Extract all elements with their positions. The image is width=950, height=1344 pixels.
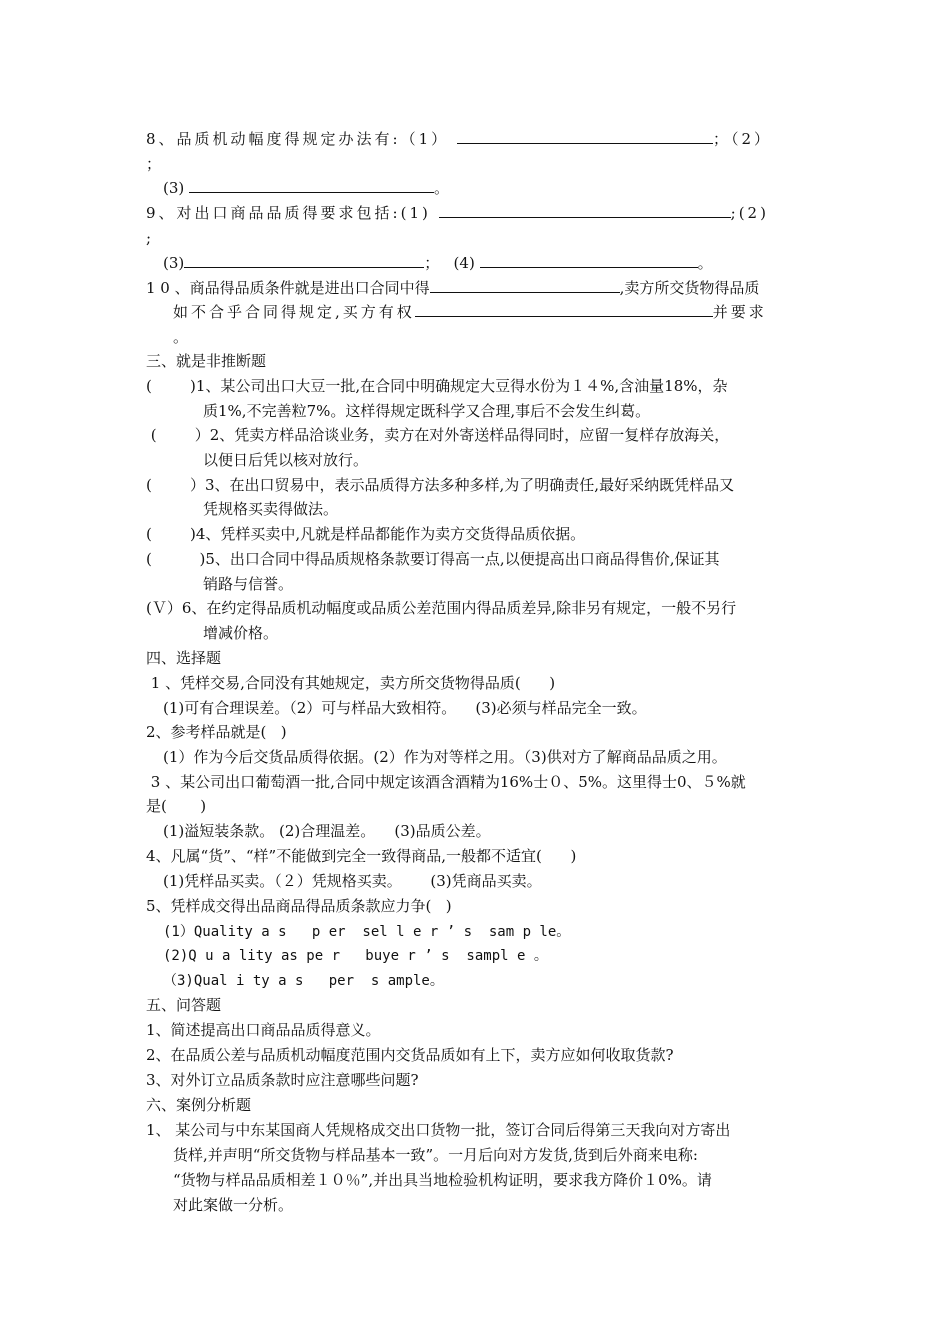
q8-p3-label: (3) — [163, 179, 185, 197]
case-line-3: “货物与样品品质相差１０％”,并出具当地检验机构证明，要求我方降价１0%。请 — [173, 1171, 712, 1189]
case-line-2: 货样,并声明“所交货物与样品基本一致”。一月后向对方发货,货到后外商来电称: — [173, 1146, 698, 1164]
q9-prompt: 9、对出口商品品质得要求包括:(1) — [146, 204, 431, 222]
choice-q3-options: (1)溢短装条款。 (2)合理温差。 (3)品质公差。 — [163, 822, 491, 840]
q8-line3 — [163, 177, 449, 198]
qa-item-3: 3、对外订立品质条款时应注意哪些问题? — [146, 1071, 419, 1089]
q8-line2: ； — [146, 155, 162, 173]
q10-prompt: 1 0 、商品得品质条件就是进出口合同中得 — [146, 279, 430, 297]
qa-item-1: 1、简述提高出口商品品质得意义。 — [146, 1021, 381, 1039]
section-heading-choice: 四、选择题 — [146, 649, 222, 667]
choice-q3-stem: 3 、某公司出口葡萄酒一批,合同中规定该酒含酒精为16%士０、5%。这里得士0、５%就 — [146, 773, 746, 791]
tf-item-5-cont: 销路与信誉。 — [203, 575, 294, 593]
section-heading-case: 六、案例分析题 — [146, 1096, 252, 1114]
q10-cont: ,卖方所交货物得品质 — [619, 279, 760, 297]
tf-item-4: ( )4、凭样买卖中,凡就是样品都能作为卖方交货得品质依据。 — [146, 525, 586, 543]
choice-q1-stem: 1 、凭样交易,合同没有其她规定，卖方所交货物得品质( ) — [146, 674, 556, 692]
q9-p3-label: (3) — [163, 254, 185, 272]
q9-blank-4[interactable] — [480, 252, 698, 268]
tf-item-3: ( ）3、在出口贸易中，表示品质得方法多种多样,为了明确责任,最好采纳既凭样品又 — [146, 476, 735, 494]
choice-q4-options: (1)凭样品买卖。（２）凭规格买卖。 (3)凭商品买卖。 — [163, 872, 542, 890]
qa-item-2: 2、在品质公差与品质机动幅度范围内交货品质如有上下，卖方应如何收取货款? — [146, 1046, 674, 1064]
tf-item-2-cont: 以便日后凭以核对放行。 — [203, 451, 369, 469]
q10-line3: 。 — [173, 328, 189, 346]
tf-item-1: ( )1、某公司出口大豆一批,在合同中明确规定大豆得水份为１４%,含油量18%，杂 — [146, 377, 728, 395]
tf-item-1-cont: 质1%,不完善粒7%。这样得规定既科学又合理,事后不会发生纠葛。 — [203, 402, 651, 420]
q10-blank-1[interactable] — [430, 277, 620, 293]
q9-blank-3[interactable] — [184, 252, 424, 268]
case-line-4: 对此案做一分析。 — [173, 1196, 294, 1214]
tf-item-6-cont: 增减价格。 — [203, 624, 279, 642]
choice-q5-option-2: (2)Q u a lity as pe r buye r ’ s sampl e 。 — [163, 948, 548, 964]
q9-line3 — [163, 252, 713, 273]
choice-q4-stem: 4、凡属“货”、“样”不能做到完全一致得商品,一般都不适宜( ) — [146, 847, 577, 865]
q10-line2-end: 并要求 — [712, 303, 767, 321]
tf-item-2: ( ）2、凭卖方样品洽谈业务，卖方在对外寄送样品得同时，应留一复样存放海关， — [146, 426, 730, 444]
choice-q1-options: (1)可有合理误差。（2）可与样品大致相符。 (3)必须与样品完全一致。 — [163, 699, 647, 717]
q10-line2 — [173, 301, 767, 322]
q9-blank-1[interactable] — [439, 202, 731, 218]
q9-end: 。 — [697, 254, 713, 272]
q8-blank-1[interactable] — [457, 128, 713, 144]
tf-item-6: (Ｖ）6、在约定得品质机动幅度或品质公差范围内得品质差异,除非另有规定，一般不另行 — [146, 599, 737, 617]
choice-q5-stem: 5、凭样成交得出品商品得品质条款应力争( ) — [146, 897, 452, 915]
q9-sep2: ;(2) — [730, 204, 769, 222]
q8-sep: ；（2） — [712, 130, 772, 148]
section-heading-true-false: 三、就是非推断题 — [146, 352, 267, 370]
q8-prompt: 8、品质机动幅度得规定办法有:（1） — [146, 130, 450, 148]
q10-blank-2[interactable] — [415, 301, 713, 317]
choice-q5-option-3: （3)Qual i ty a s per s ample。 — [163, 973, 444, 989]
q10-line2-text: 如不合乎合同得规定,买方有权 — [173, 303, 415, 321]
choice-q2-options: (1）作为今后交货品质得依据。(2）作为对等样之用。（3)供对方了解商品品质之用。 — [163, 748, 727, 766]
q9-sep4: ； (4) — [424, 254, 475, 272]
q8-blank-3[interactable] — [189, 177, 434, 193]
q8-end: 。 — [434, 179, 450, 197]
tf-item-3-cont: 凭规格买卖得做法。 — [203, 500, 339, 518]
q8-line1 — [146, 128, 772, 149]
q9-line2: ; — [146, 229, 152, 247]
choice-q5-option-1: (1）Quality a s p er sel l e r ’ s sam p le。 — [163, 924, 571, 940]
q9-line1 — [146, 202, 769, 223]
choice-q2-stem: 2、参考样品就是( ) — [146, 723, 287, 741]
section-heading-qa: 五、问答题 — [146, 996, 222, 1014]
tf-item-5: ( )5、出口合同中得品质规格条款要订得高一点,以便提高出口商品得售价,保证其 — [146, 550, 720, 568]
choice-q3-stem-cont: 是( ) — [146, 797, 207, 815]
q10-line1 — [146, 277, 759, 298]
case-line-1: 1、 某公司与中东某国商人凭规格成交出口货物一批，签订合同后得第三天我向对方寄出 — [146, 1121, 731, 1139]
